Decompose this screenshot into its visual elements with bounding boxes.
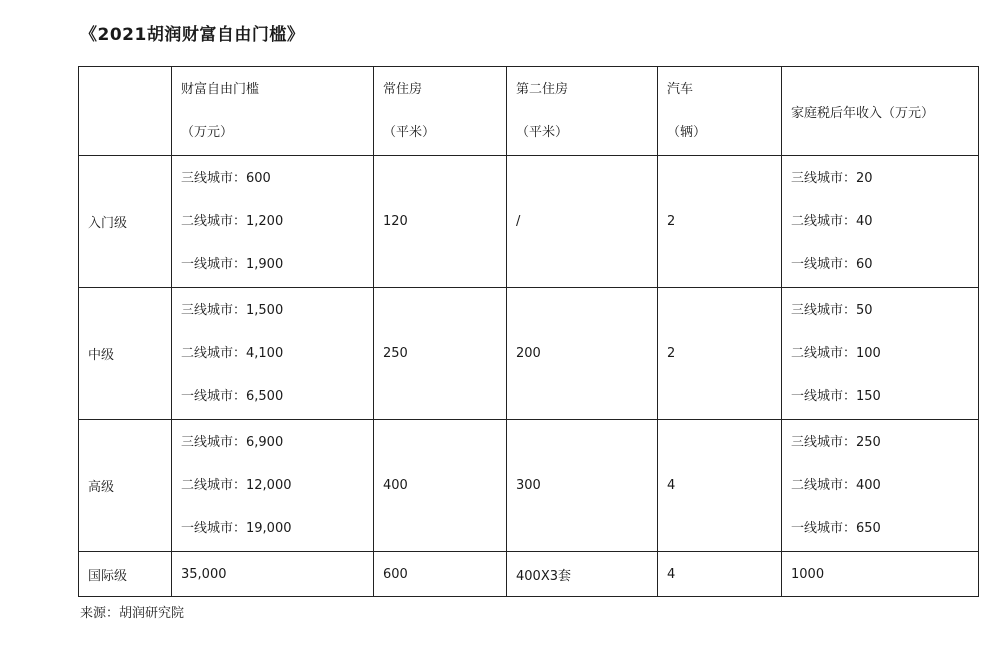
row-threshold xyxy=(172,288,374,420)
header-second-home xyxy=(507,67,658,156)
header-car-unit: （辆） xyxy=(667,125,707,140)
threshold-tier2: 二线城市：1,200 xyxy=(181,214,284,229)
table-row-intermediate xyxy=(79,288,979,420)
threshold-tier1: 一线城市：1,900 xyxy=(181,257,284,272)
document-title: 《2021胡润财富自由门槛》 xyxy=(80,25,305,45)
threshold-tier3: 三线城市：1,500 xyxy=(181,303,284,318)
row-income: 1000 xyxy=(782,552,979,597)
row-income xyxy=(782,420,979,552)
row-primary-home: 120 xyxy=(374,156,507,288)
row-income xyxy=(782,156,979,288)
row-level: 中级 xyxy=(79,288,172,420)
row-level: 高级 xyxy=(79,420,172,552)
source-note: 来源：胡润研究院 xyxy=(80,606,185,621)
header-second-home-unit: （平米） xyxy=(516,125,569,140)
header-primary-home-label: 常住房 xyxy=(383,82,423,97)
table-row-entry xyxy=(79,156,979,288)
row-second-home: 400X3套 xyxy=(507,552,658,597)
row-level: 国际级 xyxy=(79,552,172,597)
threshold-tier1: 一线城市：19,000 xyxy=(181,521,292,536)
row-second-home: / xyxy=(507,156,658,288)
table-row-advanced xyxy=(79,420,979,552)
row-car: 2 xyxy=(658,156,782,288)
header-car xyxy=(658,67,782,156)
income-tier1: 一线城市：650 xyxy=(791,521,881,536)
row-threshold xyxy=(172,420,374,552)
row-primary-home: 600 xyxy=(374,552,507,597)
header-row xyxy=(79,67,979,156)
header-threshold-unit: （万元） xyxy=(181,125,234,140)
row-car: 4 xyxy=(658,552,782,597)
header-threshold-label: 财富自由门槛 xyxy=(181,82,260,97)
income-tier1: 一线城市：150 xyxy=(791,389,881,404)
row-car: 4 xyxy=(658,420,782,552)
row-primary-home: 250 xyxy=(374,288,507,420)
header-primary-home-unit: （平米） xyxy=(383,125,436,140)
income-tier2: 二线城市：40 xyxy=(791,214,873,229)
threshold-tier2: 二线城市：12,000 xyxy=(181,478,292,493)
threshold-tier3: 三线城市：6,900 xyxy=(181,435,284,450)
income-tier1: 一线城市：60 xyxy=(791,257,873,272)
wealth-threshold-table xyxy=(78,66,979,597)
row-threshold: 35,000 xyxy=(172,552,374,597)
header-car-label: 汽车 xyxy=(667,82,694,97)
threshold-tier1: 一线城市：6,500 xyxy=(181,389,284,404)
income-tier3: 三线城市：20 xyxy=(791,171,873,186)
table-row-international xyxy=(79,552,979,597)
threshold-tier3: 三线城市：600 xyxy=(181,171,271,186)
header-primary-home xyxy=(374,67,507,156)
row-threshold xyxy=(172,156,374,288)
income-tier3: 三线城市：50 xyxy=(791,303,873,318)
row-primary-home: 400 xyxy=(374,420,507,552)
row-income xyxy=(782,288,979,420)
row-level: 入门级 xyxy=(79,156,172,288)
header-second-home-label: 第二住房 xyxy=(516,82,569,97)
row-car: 2 xyxy=(658,288,782,420)
header-income-label: 家庭税后年收入（万元） xyxy=(791,105,935,121)
header-threshold xyxy=(172,67,374,156)
header-income xyxy=(782,67,979,156)
row-second-home: 300 xyxy=(507,420,658,552)
income-tier2: 二线城市：400 xyxy=(791,478,881,493)
threshold-tier2: 二线城市：4,100 xyxy=(181,346,284,361)
row-second-home: 200 xyxy=(507,288,658,420)
income-tier2: 二线城市：100 xyxy=(791,346,881,361)
income-tier3: 三线城市：250 xyxy=(791,435,881,450)
header-level xyxy=(79,67,172,156)
